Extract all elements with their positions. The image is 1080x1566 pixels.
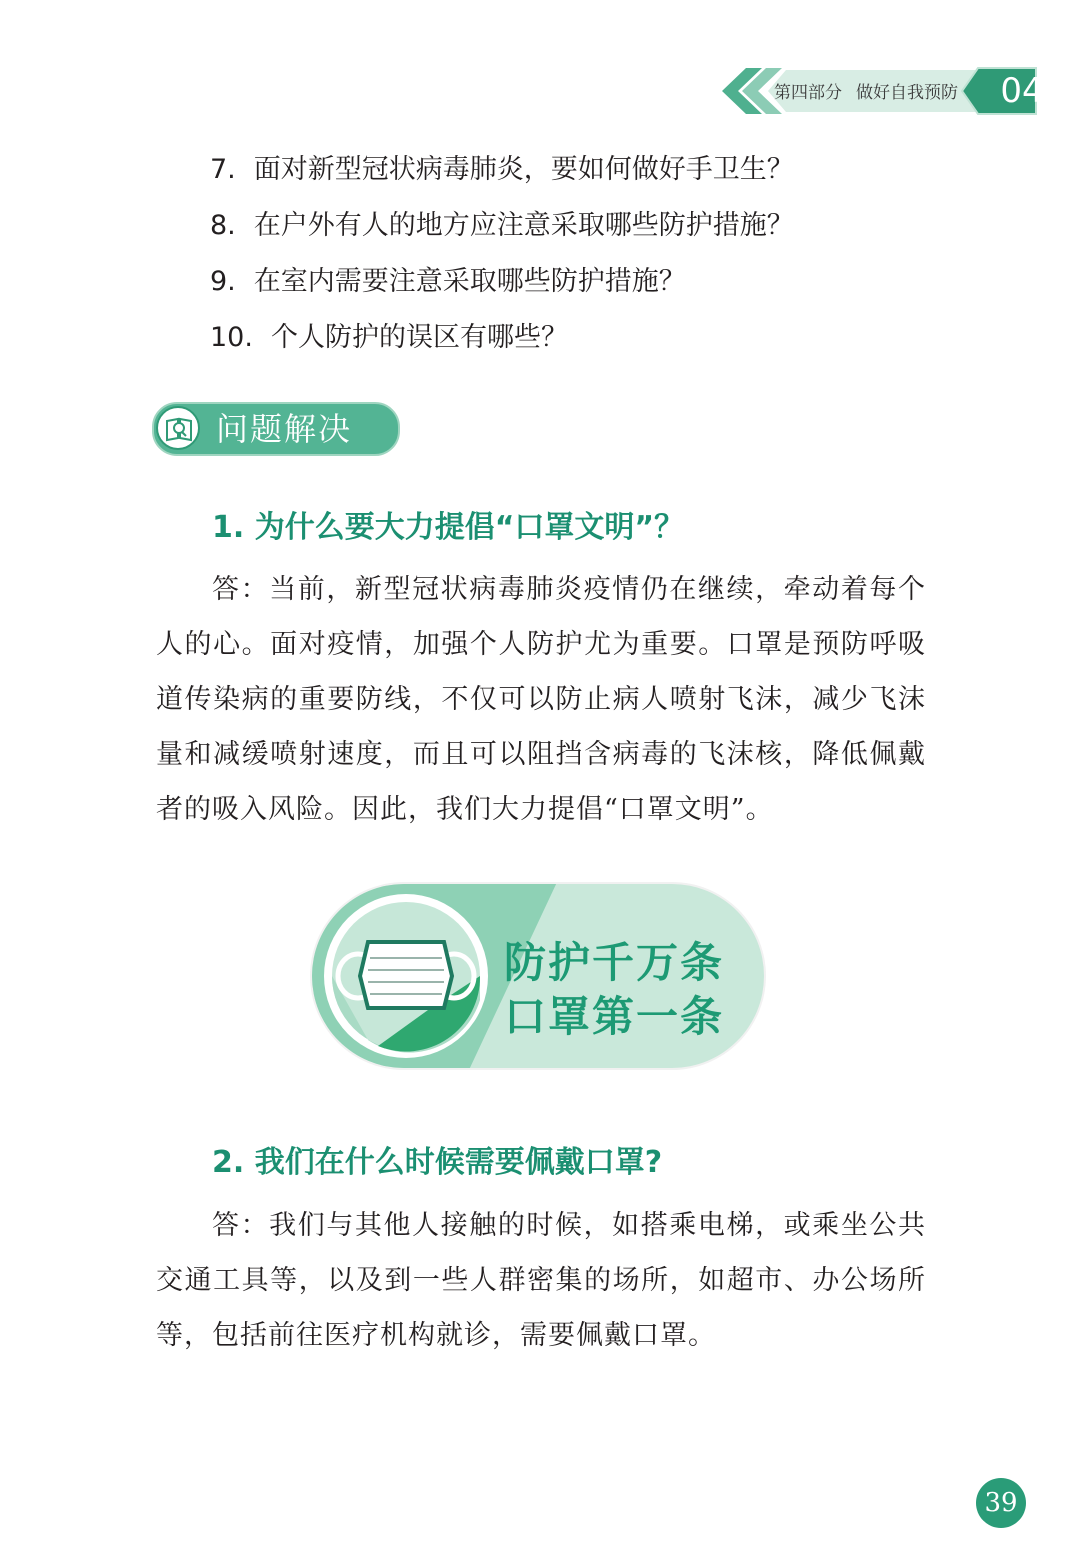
question-list [210, 148, 794, 372]
question-1-heading: 1. 为什么要大力提倡“口罩文明”？ [212, 510, 685, 545]
section-title: 问题解决 [216, 410, 353, 448]
list-item-number: 7. [210, 154, 236, 185]
list-item [210, 316, 794, 372]
list-item [210, 260, 794, 316]
book-search-icon [156, 406, 200, 450]
list-item-text: 在室内需要注意采取哪些防护措施？ [253, 266, 686, 297]
slogan-line-1: 防护千万条 [504, 938, 725, 987]
question-2-answer: 答：我们与其他人接触的时候，如搭乘电梯，或乘坐公共交通工具等，以及到一些人群密集的场所，如超市、办公场所等，包括前往医疗机构就诊，需要佩戴口罩。 [156, 1210, 926, 1351]
list-item-text: 面对新型冠状病毒肺炎，要如何做好手卫生？ [253, 154, 794, 185]
slogan-line-2: 口罩第一条 [504, 992, 725, 1041]
list-item-number: 10. [210, 322, 253, 353]
chapter-header [716, 64, 1044, 118]
section-banner [152, 402, 400, 456]
page-number: 39 [976, 1478, 1026, 1528]
list-item-text: 在户外有人的地方应注意采取哪些防护措施？ [253, 210, 794, 241]
question-1-answer: 答：当前，新型冠状病毒肺炎疫情仍在继续，牵动着每个人的心。面对疫情，加强个人防护尤为重要。口罩是预防呼吸道传染病的重要防线，不仅可以防止病人喷射飞沫，减少飞沫量和减缓喷射速度，而且可以阻挡含病毒的飞沫核，降低佩戴者的吸入风险。因此，我们大力提倡“口罩文明”。 [156, 574, 926, 825]
header-title [774, 78, 1024, 103]
list-item-text: 个人防护的误区有哪些？ [270, 322, 568, 353]
slogan-badge [308, 880, 768, 1072]
header-part: 第四部分 [774, 83, 842, 103]
header-chapter: 做好自我预防 [856, 83, 958, 103]
list-item [210, 204, 794, 260]
list-item-number: 8. [210, 210, 236, 241]
list-item-number: 9. [210, 266, 236, 297]
list-item [210, 148, 794, 204]
question-2-heading: 2. 我们在什么时候需要佩戴口罩? [212, 1145, 663, 1180]
chapter-number: 04 [1000, 71, 1044, 111]
